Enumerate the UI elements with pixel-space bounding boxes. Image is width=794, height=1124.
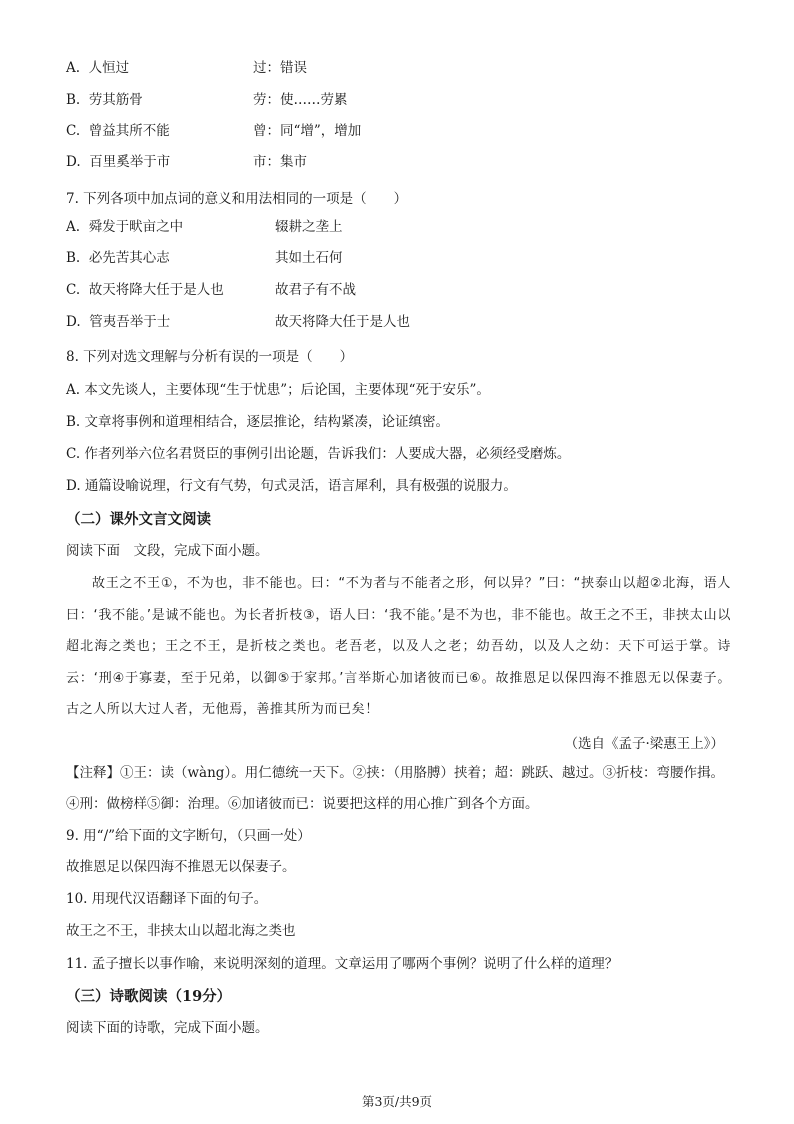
q6-a-gloss: 过：错误 xyxy=(253,60,307,76)
classical-passage: 故王之不王①，不为也，非不能也。曰：“不为者与不能者之形，何以异？”曰：“挟泰山以超②北海，语人曰：‘我不能。’是诚不能也。为长者折枝③，语人曰：‘我不能。’是不为也，非不能也。故王之不王，非挟太山以超北海之类也；王之不王，是折枝之类也。老吾老，以及人之老；幼吾幼，以及人之幼：天下可运于掌。诗云：‘刑④于寡妻，至于兄弟，以御⑤于家邦。’言举斯心加诸彼而已⑥。故推恩足以保四海不推恩无以保妻子。古之人所以大过人者，无他焉，善推其所为而已矣！ xyxy=(66,576,731,717)
q7-c-right: 故君子有不战 xyxy=(275,282,356,298)
q8-option-a: A. 本文先谈人，主要体现“生于忧患”；后论国，主要体现“死于安乐”。 xyxy=(66,382,490,398)
section3-intro: 阅读下面的诗歌，完成下面小题。 xyxy=(66,1020,269,1036)
section3-title: （三）诗歌阅读（19分） xyxy=(66,988,232,1005)
q6-b-phrase: B. 劳其筋骨 xyxy=(66,92,143,108)
q6-d-phrase: D. 百里奚举于市 xyxy=(66,154,171,170)
q6-b-gloss: 劳：使……劳累 xyxy=(253,92,348,108)
section2-title: （二）课外文言文阅读 xyxy=(66,511,211,528)
q10-text: 故王之不王，非挟太山以超北海之类也 xyxy=(66,923,296,939)
q7-stem: 7. 下列各项中加点词的意义和用法相同的一项是（ ） xyxy=(66,191,408,207)
q7-b-left: B. 必先苦其心志 xyxy=(66,250,170,266)
q9-text: 故推恩足以保四海不推恩无以保妻子。 xyxy=(66,859,296,875)
q8-option-c: C. 作者列举六位名君贤臣的事例引出论题，告诉我们：人要成大器，必须经受磨炼。 xyxy=(66,446,571,462)
passage-notes: 【注释】①王：读（wàng）。用仁德统一天下。②挟：（用胳膊）挟着；超：跳跃、越过。③折枝：弯腰作揖。④刑：做榜样⑤御：治理。⑥加诸彼而已：说要把这样的用心推广到各个方面。 xyxy=(66,765,724,812)
q7-b-right: 其如土石何 xyxy=(275,250,343,266)
q7-c-left: C. 故天将降大任于是人也 xyxy=(66,282,224,298)
q6-d-gloss: 市：集市 xyxy=(253,154,307,170)
q7-a-right: 辍耕之垄上 xyxy=(275,219,343,235)
q7-d-right: 故天将降大任于是人也 xyxy=(275,314,410,330)
q7-a-left: A. 舜发于畎亩之中 xyxy=(66,219,184,235)
q6-c-gloss: 曾：同“增”，增加 xyxy=(253,123,362,139)
q7-d-left: D. 管夷吾举于士 xyxy=(66,314,171,330)
q6-c-phrase: C. 曾益其所不能 xyxy=(66,123,170,139)
q8-option-b: B. 文章将事例和道理相结合，逐层推论，结构紧凑，论证缜密。 xyxy=(66,414,450,430)
q8-stem: 8. 下列对选文理解与分析有误的一项是（ ） xyxy=(66,349,354,365)
page-number: 第3页/共9页 xyxy=(361,1094,433,1109)
passage-source: （选自《孟子·梁惠王上》） xyxy=(564,736,724,752)
q8-option-d: D. 通篇设喻说理，行文有气势，句式灵活，语言犀利，具有极强的说服力。 xyxy=(66,478,517,494)
q9-stem: 9. 用“/”给下面的文字断句，（只画一处） xyxy=(66,828,311,844)
q10-stem: 10. 用现代汉语翻译下面的句子。 xyxy=(66,891,268,907)
q6-a-phrase: A. 人恒过 xyxy=(66,60,130,76)
section2-intro: 阅读下面 文段，完成下面小题。 xyxy=(66,543,269,559)
q11-stem: 11. 孟子擅长以事作喻，来说明深刻的道理。文章运用了哪两个事例？说明了什么样的道理？ xyxy=(66,956,619,972)
